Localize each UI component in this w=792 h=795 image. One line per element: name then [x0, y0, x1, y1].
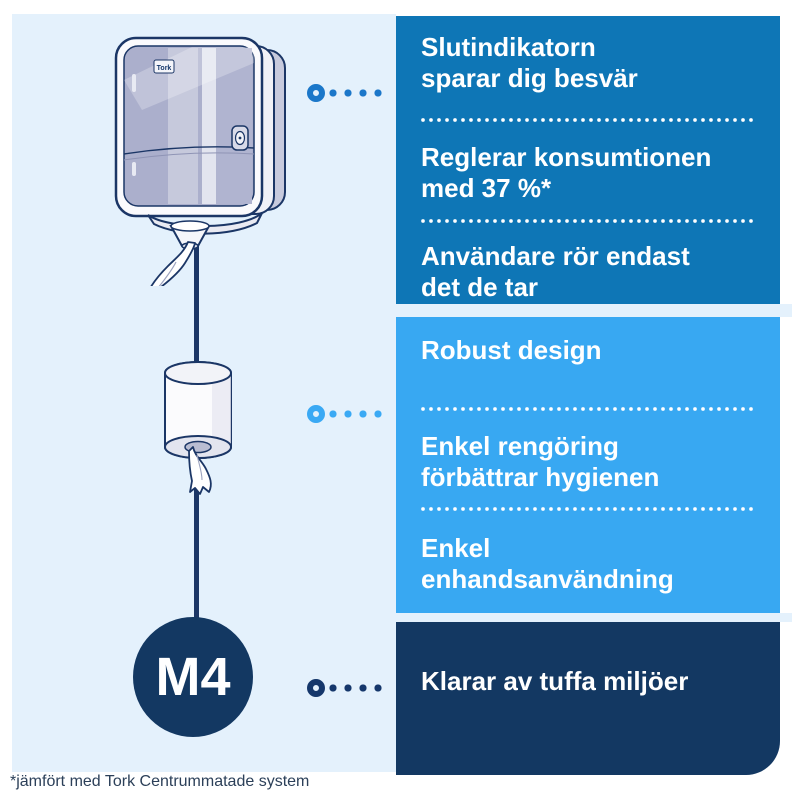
roll-top	[165, 362, 231, 384]
lock-icon	[232, 126, 248, 150]
feature-text: Enkel rengöring förbättrar hygienen	[421, 431, 660, 492]
feature-text: Enkel enhandsanvändning	[421, 533, 674, 594]
connector-bottom	[307, 679, 387, 697]
paper-towel	[144, 242, 195, 286]
feature-panel-bottom	[396, 622, 780, 775]
svg-text:Tork: Tork	[156, 65, 172, 72]
panel-gap-strip	[396, 613, 792, 622]
dotted-divider	[421, 118, 757, 122]
paper-roll-illustration	[150, 360, 246, 500]
connector-top	[307, 84, 387, 102]
feature-text: Reglerar konsumtionen med 37 %*	[421, 142, 712, 203]
feature-panel-top	[396, 16, 780, 304]
dispenser-illustration	[110, 36, 295, 286]
footnote: *jämfört med Tork Centrummatade system	[10, 773, 310, 790]
feature-panel-middle	[396, 317, 780, 613]
panel-gap-strip	[396, 304, 792, 317]
connector-dots	[329, 684, 387, 692]
feature-text: Robust design	[421, 335, 602, 365]
connector-dots	[329, 89, 387, 97]
dotted-divider	[421, 407, 757, 411]
feature-text: Klarar av tuffa miljöer	[421, 666, 689, 696]
feature-text: Slutindikatorn sparar dig besvär	[421, 32, 638, 93]
system-badge	[133, 617, 253, 737]
system-badge-label: M4	[155, 647, 231, 707]
connector-ring-icon	[307, 84, 325, 102]
connector-ring-icon	[307, 405, 325, 423]
connector-dots	[329, 410, 387, 418]
connector-ring-icon	[307, 679, 325, 697]
tork-logo	[154, 60, 174, 73]
dotted-divider	[421, 507, 757, 511]
connector-middle	[307, 405, 387, 423]
dotted-divider	[421, 219, 757, 223]
feature-text: Användare rör endast det de tar	[421, 241, 690, 302]
